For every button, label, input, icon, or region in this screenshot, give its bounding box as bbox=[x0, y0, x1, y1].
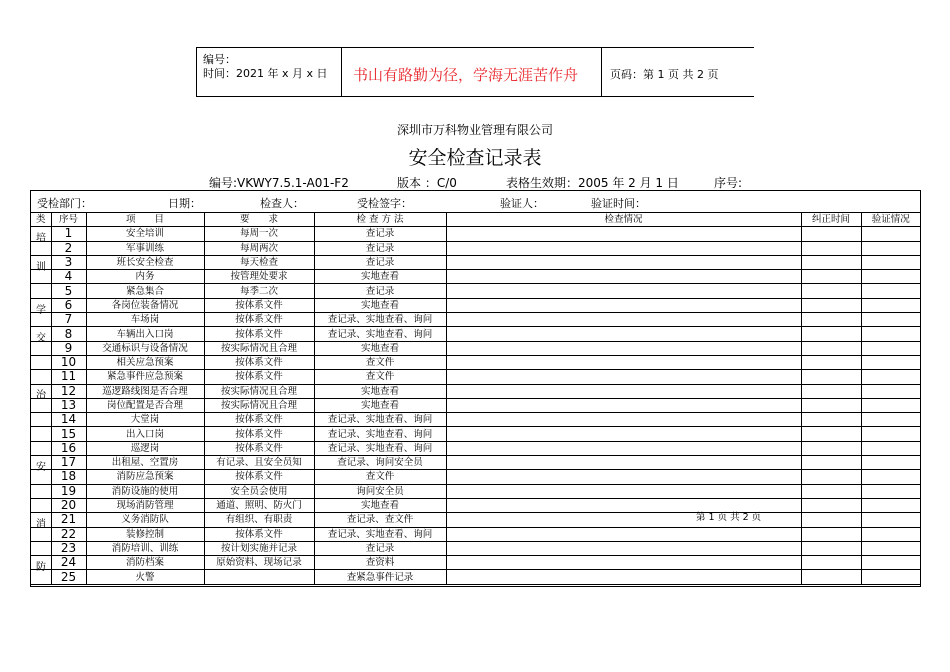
row-method: 查文件 bbox=[314, 370, 446, 384]
row-number: 24 bbox=[51, 556, 86, 570]
row-correction-time-cell[interactable] bbox=[801, 255, 861, 269]
category-cell bbox=[31, 541, 51, 555]
row-result-cell[interactable] bbox=[446, 241, 801, 255]
row-requirement: 按体系文件 bbox=[204, 298, 314, 312]
info-verify-time: 验证时间： bbox=[591, 197, 646, 210]
row-number: 17 bbox=[51, 456, 86, 470]
row-result-cell[interactable] bbox=[446, 284, 801, 298]
row-result-cell[interactable] bbox=[446, 355, 801, 369]
row-number: 13 bbox=[51, 398, 86, 412]
row-number: 20 bbox=[51, 498, 86, 512]
header-time-label: 时间：2021 年 x 月 x 日 bbox=[203, 67, 328, 80]
col-number-header: 序号 bbox=[51, 213, 86, 227]
table-row bbox=[31, 513, 920, 527]
row-method: 查记录、实地查看、询问 bbox=[314, 427, 446, 441]
row-method: 查记录 bbox=[314, 241, 446, 255]
table-row bbox=[31, 527, 920, 541]
info-date: 日期： bbox=[168, 197, 201, 210]
row-result-cell[interactable] bbox=[446, 298, 801, 312]
row-method: 查记录、实地查看、询问 bbox=[314, 313, 446, 327]
col-category-header: 类 bbox=[31, 213, 51, 227]
row-requirement: 每天检查 bbox=[204, 255, 314, 269]
row-number: 25 bbox=[51, 570, 86, 584]
row-requirement: 按体系文件 bbox=[204, 370, 314, 384]
row-result-cell[interactable] bbox=[446, 556, 801, 570]
row-requirement: 按体系文件 bbox=[204, 527, 314, 541]
table-row bbox=[31, 441, 920, 455]
category-cell bbox=[31, 498, 51, 512]
table-row bbox=[31, 227, 920, 241]
record-grid bbox=[31, 213, 920, 585]
row-verification-cell[interactable] bbox=[861, 498, 920, 512]
row-correction-time-cell[interactable] bbox=[801, 470, 861, 484]
row-verification-cell[interactable] bbox=[861, 313, 920, 327]
row-correction-time-cell[interactable] bbox=[801, 556, 861, 570]
row-requirement: 按计划实施并记录 bbox=[204, 541, 314, 555]
category-cell bbox=[31, 413, 51, 427]
category-label: 安 bbox=[36, 461, 46, 473]
row-method: 查记录、实地查看、询问 bbox=[314, 327, 446, 341]
form-version: 版本 ：C/0 bbox=[397, 176, 457, 190]
row-item: 车辆出入口岗 bbox=[86, 327, 204, 341]
table-row bbox=[31, 241, 920, 255]
category-cell bbox=[31, 284, 51, 298]
row-method: 查记录 bbox=[314, 541, 446, 555]
row-item: 出入口岗 bbox=[86, 427, 204, 441]
row-verification-cell[interactable] bbox=[861, 227, 920, 241]
row-method: 实地查看 bbox=[314, 498, 446, 512]
header-number-cell bbox=[196, 48, 342, 96]
row-item: 消防应急预案 bbox=[86, 470, 204, 484]
category-cell bbox=[31, 370, 51, 384]
col-item-header: 项 目 bbox=[86, 213, 204, 227]
table-row bbox=[31, 398, 920, 412]
row-method: 查记录 bbox=[314, 255, 446, 269]
row-correction-time-cell[interactable] bbox=[801, 513, 861, 527]
row-method: 查记录、实地查看、询问 bbox=[314, 441, 446, 455]
row-requirement: 安全员会使用 bbox=[204, 484, 314, 498]
row-correction-time-cell[interactable] bbox=[801, 384, 861, 398]
row-verification-cell[interactable] bbox=[861, 270, 920, 284]
table-row bbox=[31, 284, 920, 298]
row-number: 22 bbox=[51, 527, 86, 541]
row-result-cell[interactable] bbox=[446, 413, 801, 427]
table-row bbox=[31, 498, 920, 512]
category-cell bbox=[31, 441, 51, 455]
inspection-table bbox=[30, 190, 921, 587]
row-correction-time-cell[interactable] bbox=[801, 327, 861, 341]
row-correction-time-cell[interactable] bbox=[801, 484, 861, 498]
row-item: 紧急事件应急预案 bbox=[86, 370, 204, 384]
row-result-cell[interactable] bbox=[446, 541, 801, 555]
row-result-cell[interactable] bbox=[446, 470, 801, 484]
row-method: 查文件 bbox=[314, 355, 446, 369]
row-item: 大堂岗 bbox=[86, 413, 204, 427]
row-number: 4 bbox=[51, 270, 86, 284]
row-method: 实地查看 bbox=[314, 384, 446, 398]
company-name: 深圳市万科物业管理有限公司 bbox=[396, 123, 553, 137]
row-item: 消防设施的使用 bbox=[86, 484, 204, 498]
row-method: 查文件 bbox=[314, 470, 446, 484]
row-requirement: 按体系文件 bbox=[204, 413, 314, 427]
row-requirement: 有组织、有职责 bbox=[204, 513, 314, 527]
row-result-cell[interactable] bbox=[446, 270, 801, 284]
table-row bbox=[31, 327, 920, 341]
row-requirement: 按实际情况且合理 bbox=[204, 384, 314, 398]
row-number: 1 bbox=[51, 227, 86, 241]
row-verification-cell[interactable] bbox=[861, 327, 920, 341]
row-verification-cell[interactable] bbox=[861, 427, 920, 441]
row-requirement: 有记录、且安全员知 bbox=[204, 456, 314, 470]
table-row bbox=[31, 484, 920, 498]
row-number: 14 bbox=[51, 413, 86, 427]
row-item: 装修控制 bbox=[86, 527, 204, 541]
row-item: 班长安全检查 bbox=[86, 255, 204, 269]
row-correction-time-cell[interactable] bbox=[801, 227, 861, 241]
table-row bbox=[31, 370, 920, 384]
header-slogan: 书山有路勤为径，学海无涯苦作舟 bbox=[353, 66, 579, 84]
row-verification-cell[interactable] bbox=[861, 484, 920, 498]
row-item: 巡逻岗 bbox=[86, 441, 204, 455]
row-number: 19 bbox=[51, 484, 86, 498]
row-method: 实地查看 bbox=[314, 341, 446, 355]
row-correction-time-cell[interactable] bbox=[801, 541, 861, 555]
row-requirement: 每季二次 bbox=[204, 284, 314, 298]
row-result-cell[interactable] bbox=[446, 341, 801, 355]
row-item: 巡逻路线图是否合理 bbox=[86, 384, 204, 398]
row-method: 查记录 bbox=[314, 227, 446, 241]
row-requirement: 通道、照明、防火门 bbox=[204, 498, 314, 512]
row-item: 消防培训、训练 bbox=[86, 541, 204, 555]
category-label: 学 bbox=[36, 304, 46, 316]
row-correction-time-cell[interactable] bbox=[801, 456, 861, 470]
row-method: 查资料 bbox=[314, 556, 446, 570]
row-verification-cell[interactable] bbox=[861, 441, 920, 455]
row-verification-cell[interactable] bbox=[861, 398, 920, 412]
row-method: 实地查看 bbox=[314, 398, 446, 412]
row-item: 紧急集合 bbox=[86, 284, 204, 298]
row-verification-cell[interactable] bbox=[861, 355, 920, 369]
row-method: 查紧急事件记录 bbox=[314, 570, 446, 584]
row-verification-cell[interactable] bbox=[861, 384, 920, 398]
table-row bbox=[31, 298, 920, 312]
row-verification-cell[interactable] bbox=[861, 570, 920, 584]
row-requirement: 按体系文件 bbox=[204, 313, 314, 327]
row-number: 12 bbox=[51, 384, 86, 398]
row-item: 现场消防管理 bbox=[86, 498, 204, 512]
info-verifier: 验证人： bbox=[500, 197, 544, 210]
col-correction-time-header: 纠正时间 bbox=[801, 213, 861, 227]
row-correction-time-cell[interactable] bbox=[801, 570, 861, 584]
row-number: 3 bbox=[51, 255, 86, 269]
form-code: 编号:VKWY7.5.1-A01-F2 bbox=[209, 176, 349, 190]
row-verification-cell[interactable] bbox=[861, 284, 920, 298]
row-method: 查记录、实地查看、询问 bbox=[314, 527, 446, 541]
table-row bbox=[31, 270, 920, 284]
table-row bbox=[31, 413, 920, 427]
col-result-header: 检查情况 bbox=[446, 213, 801, 227]
footer-page-label: 第 1 页 共 2 页 bbox=[696, 512, 762, 523]
row-result-cell[interactable] bbox=[446, 484, 801, 498]
header-page-label: 页码：第 1 页 共 2 页 bbox=[610, 68, 719, 81]
row-result-cell[interactable] bbox=[446, 313, 801, 327]
row-number: 8 bbox=[51, 327, 86, 341]
page-title: 安全检查记录表 bbox=[408, 147, 542, 169]
table-header-row bbox=[31, 213, 920, 227]
row-correction-time-cell[interactable] bbox=[801, 441, 861, 455]
row-requirement: 原始资料、现场记录 bbox=[204, 556, 314, 570]
row-number: 5 bbox=[51, 284, 86, 298]
info-signature: 受检签字： bbox=[357, 197, 412, 210]
category-label: 治 bbox=[36, 390, 46, 402]
info-dept: 受检部门： bbox=[37, 197, 92, 210]
row-number: 18 bbox=[51, 470, 86, 484]
row-item: 交通标识与设备情况 bbox=[86, 341, 204, 355]
row-requirement: 按体系文件 bbox=[204, 441, 314, 455]
row-verification-cell[interactable] bbox=[861, 298, 920, 312]
row-method: 实地查看 bbox=[314, 270, 446, 284]
category-label: 训 bbox=[36, 261, 46, 273]
category-label: 交 bbox=[36, 333, 46, 345]
header-number-label: 编号： bbox=[203, 53, 236, 66]
row-number: 16 bbox=[51, 441, 86, 455]
row-method: 查记录 bbox=[314, 284, 446, 298]
row-item: 军事训练 bbox=[86, 241, 204, 255]
row-item: 出租屋、空置房 bbox=[86, 456, 204, 470]
row-item: 义务消防队 bbox=[86, 513, 204, 527]
row-verification-cell[interactable] bbox=[861, 470, 920, 484]
row-item: 车场岗 bbox=[86, 313, 204, 327]
row-requirement: 按管理处要求 bbox=[204, 270, 314, 284]
row-result-cell[interactable] bbox=[446, 398, 801, 412]
row-number: 15 bbox=[51, 427, 86, 441]
row-number: 10 bbox=[51, 355, 86, 369]
row-correction-time-cell[interactable] bbox=[801, 341, 861, 355]
col-verification-header: 验证情况 bbox=[861, 213, 920, 227]
table-row bbox=[31, 384, 920, 398]
row-item: 各岗位装备情况 bbox=[86, 298, 204, 312]
row-item: 安全培训 bbox=[86, 227, 204, 241]
category-cell bbox=[31, 427, 51, 441]
row-item: 消防档案 bbox=[86, 556, 204, 570]
table-row bbox=[31, 541, 920, 555]
row-requirement bbox=[204, 570, 314, 584]
table-row bbox=[31, 570, 920, 584]
table-row bbox=[31, 427, 920, 441]
row-number: 6 bbox=[51, 298, 86, 312]
category-cell bbox=[31, 484, 51, 498]
col-method-header: 检 查 方 法 bbox=[314, 213, 446, 227]
row-result-cell[interactable] bbox=[446, 370, 801, 384]
row-correction-time-cell[interactable] bbox=[801, 527, 861, 541]
row-correction-time-cell[interactable] bbox=[801, 427, 861, 441]
row-requirement: 按体系文件 bbox=[204, 327, 314, 341]
table-row bbox=[31, 313, 920, 327]
col-requirement-header: 要 求 bbox=[204, 213, 314, 227]
row-verification-cell[interactable] bbox=[861, 255, 920, 269]
category-label: 消 bbox=[36, 519, 46, 530]
row-number: 2 bbox=[51, 241, 86, 255]
row-result-cell[interactable] bbox=[446, 441, 801, 455]
row-method: 查记录、询问安全员 bbox=[314, 456, 446, 470]
row-item: 火警 bbox=[86, 570, 204, 584]
row-correction-time-cell[interactable] bbox=[801, 241, 861, 255]
row-method: 查记录、实地查看、询问 bbox=[314, 413, 446, 427]
row-number: 21 bbox=[51, 513, 86, 527]
table-row bbox=[31, 470, 920, 484]
table-row bbox=[31, 255, 920, 269]
row-correction-time-cell[interactable] bbox=[801, 270, 861, 284]
form-effective-date: 表格生效期：2005 年 2 月 1 日 bbox=[506, 176, 679, 190]
row-correction-time-cell[interactable] bbox=[801, 355, 861, 369]
row-requirement: 按体系文件 bbox=[204, 355, 314, 369]
row-requirement: 按体系文件 bbox=[204, 470, 314, 484]
row-result-cell[interactable] bbox=[446, 456, 801, 470]
row-correction-time-cell[interactable] bbox=[801, 398, 861, 412]
info-inspector: 检查人： bbox=[260, 197, 304, 210]
row-requirement: 按实际情况且合理 bbox=[204, 341, 314, 355]
row-verification-cell[interactable] bbox=[861, 370, 920, 384]
row-verification-cell[interactable] bbox=[861, 341, 920, 355]
row-number: 11 bbox=[51, 370, 86, 384]
row-item: 相关应急预案 bbox=[86, 355, 204, 369]
row-method: 实地查看 bbox=[314, 298, 446, 312]
row-requirement: 按实际情况且合理 bbox=[204, 398, 314, 412]
row-result-cell[interactable] bbox=[446, 570, 801, 584]
category-cell bbox=[31, 355, 51, 369]
row-correction-time-cell[interactable] bbox=[801, 284, 861, 298]
table-row bbox=[31, 355, 920, 369]
row-method: 询问安全员 bbox=[314, 484, 446, 498]
row-result-cell[interactable] bbox=[446, 227, 801, 241]
row-verification-cell[interactable] bbox=[861, 456, 920, 470]
table-row bbox=[31, 456, 920, 470]
document-header bbox=[196, 47, 754, 97]
row-correction-time-cell[interactable] bbox=[801, 498, 861, 512]
row-item: 岗位配置是否合理 bbox=[86, 398, 204, 412]
row-item: 内务 bbox=[86, 270, 204, 284]
category-label: 防 bbox=[36, 561, 46, 573]
row-result-cell[interactable] bbox=[446, 255, 801, 269]
row-method: 查记录、查文件 bbox=[314, 513, 446, 527]
header-page-cell bbox=[601, 48, 755, 96]
row-correction-time-cell[interactable] bbox=[801, 313, 861, 327]
row-correction-time-cell[interactable] bbox=[801, 298, 861, 312]
row-verification-cell[interactable] bbox=[861, 513, 920, 527]
row-result-cell[interactable] bbox=[446, 384, 801, 398]
row-verification-cell[interactable] bbox=[861, 241, 920, 255]
row-requirement: 按体系文件 bbox=[204, 427, 314, 441]
row-number: 7 bbox=[51, 313, 86, 327]
row-verification-cell[interactable] bbox=[861, 541, 920, 555]
row-verification-cell[interactable] bbox=[861, 413, 920, 427]
table-row bbox=[31, 341, 920, 355]
row-correction-time-cell[interactable] bbox=[801, 370, 861, 384]
row-result-cell[interactable] bbox=[446, 427, 801, 441]
row-result-cell[interactable] bbox=[446, 527, 801, 541]
row-verification-cell[interactable] bbox=[861, 556, 920, 570]
row-correction-time-cell[interactable] bbox=[801, 413, 861, 427]
info-bar bbox=[31, 191, 920, 213]
row-result-cell[interactable] bbox=[446, 327, 801, 341]
category-label: 培 bbox=[36, 233, 46, 244]
form-serial: 序号: bbox=[714, 176, 743, 190]
row-requirement: 每周两次 bbox=[204, 241, 314, 255]
row-number: 9 bbox=[51, 341, 86, 355]
row-requirement: 每周一次 bbox=[204, 227, 314, 241]
table-row bbox=[31, 556, 920, 570]
row-verification-cell[interactable] bbox=[861, 527, 920, 541]
row-number: 23 bbox=[51, 541, 86, 555]
